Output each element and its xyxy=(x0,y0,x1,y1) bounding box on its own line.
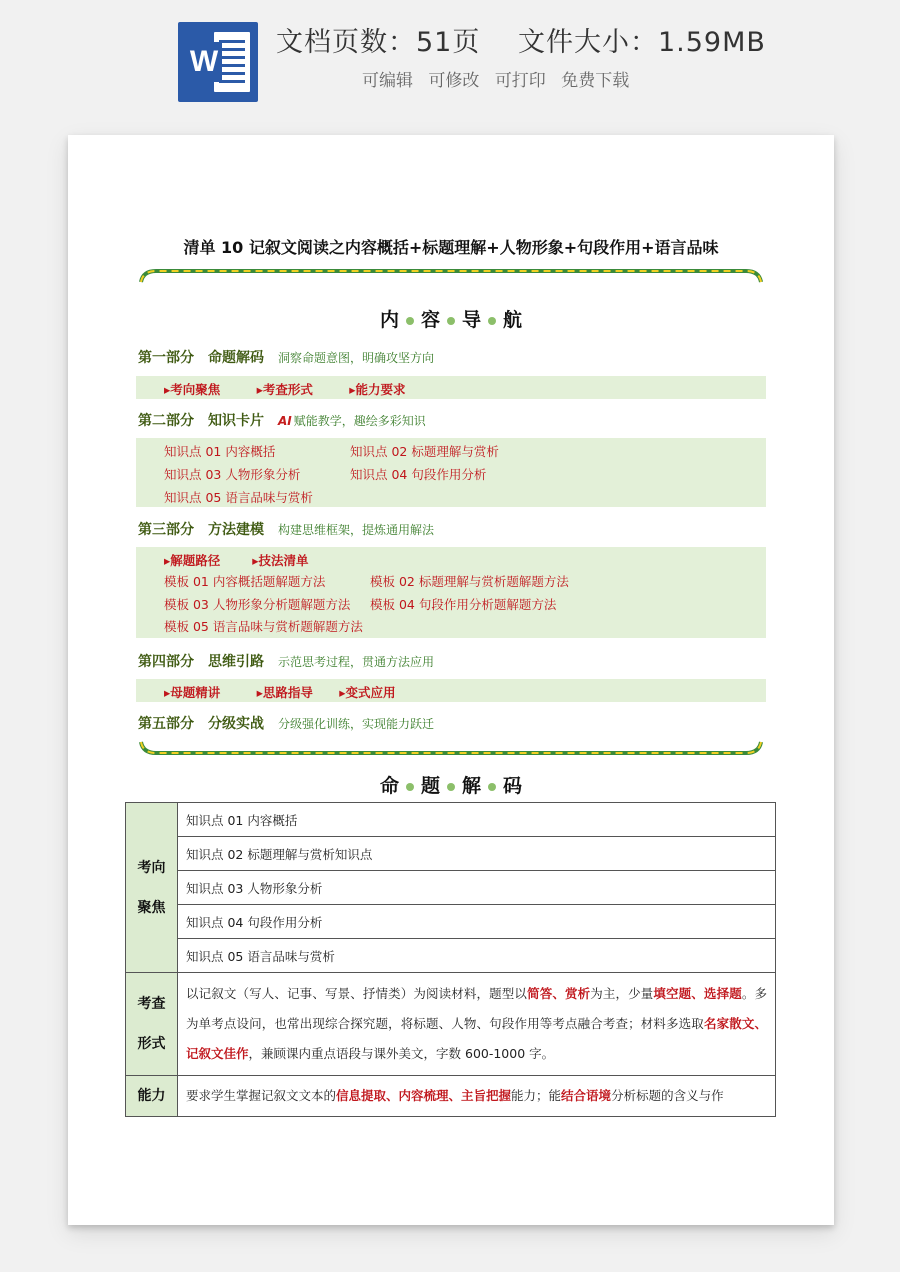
nav-heading: 内 容 导 航 xyxy=(379,309,523,331)
nav-link-variant[interactable]: ▸变式应用 xyxy=(339,685,396,700)
form-label: 考查 形式 xyxy=(126,973,178,1076)
nav-link-ability-req[interactable]: ▸能力要求 xyxy=(349,382,406,397)
feature-editable: 可编辑 xyxy=(362,71,413,91)
form-description: 以记叙文（写人、记事、写景、抒情类）为阅读材料，题型以简答、赏析为主，少量填空题、选择题。多为单考点设问，也常出现综合探究题，将标题、人物、句段作用等考点融合考查；材料多选取名家散文、记叙文佳作，兼顾课内重点语段与课外美文，字数 600-1000 字。 xyxy=(178,973,776,1076)
nav-link-kp05[interactable]: 知识点 05 语言品味与赏析 xyxy=(164,490,313,505)
part-1: 第一部分 命题解码 洞察命题意图，明确攻坚方向 xyxy=(138,350,435,366)
focus-item: 知识点 01 内容概括 xyxy=(178,803,776,837)
ability-description: 要求学生掌握记叙文文本的信息提取、内容梳理、主旨把握能力；能结合语境分析标题的含义与作 xyxy=(178,1076,776,1117)
nav-link-tpl02[interactable]: 模板 02 标题理解与赏析题解题方法 xyxy=(370,574,569,589)
focus-item: 知识点 03 人物形象分析 xyxy=(178,871,776,905)
part-5: 第五部分 分级实战 分级强化训练，实现能力跃迁 xyxy=(138,716,435,732)
decode-heading: 命 题 解 码 xyxy=(379,775,523,797)
word-document-icon: W xyxy=(178,22,258,102)
nav-link-tpl05[interactable]: 模板 05 语言品味与赏析题解题方法 xyxy=(164,619,363,634)
focus-item: 知识点 02 标题理解与赏析知识点 xyxy=(178,837,776,871)
part-1-box xyxy=(136,376,766,399)
decorative-band-bottom xyxy=(138,739,764,757)
nav-link-kp04[interactable]: 知识点 04 句段作用分析 xyxy=(350,467,487,482)
focus-label: 考向 聚焦 xyxy=(126,803,178,973)
feature-printable: 可打印 xyxy=(494,71,546,91)
nav-link-tpl04[interactable]: 模板 04 句段作用分析题解题方法 xyxy=(370,597,557,612)
part-3: 第三部分 方法建模 构建思维框架，提炼通用解法 xyxy=(138,522,435,538)
focus-item: 知识点 04 句段作用分析 xyxy=(178,905,776,939)
nav-link-exam-focus[interactable]: ▸考向聚焦 xyxy=(164,382,221,397)
part-2-box xyxy=(136,438,766,507)
feature-list xyxy=(362,66,639,91)
download-header xyxy=(0,0,900,130)
nav-link-kp01[interactable]: 知识点 01 内容概括 xyxy=(164,444,276,459)
nav-link-kp02[interactable]: 知识点 02 标题理解与赏析 xyxy=(350,444,499,459)
nav-link-thinking-guide[interactable]: ▸思路指导 xyxy=(256,685,313,700)
feature-modifiable: 可修改 xyxy=(428,71,480,91)
nav-link-exam-form[interactable]: ▸考查形式 xyxy=(256,382,313,397)
nav-link-skills[interactable]: ▸技法清单 xyxy=(252,553,309,568)
nav-link-kp03[interactable]: 知识点 03 人物形象分析 xyxy=(164,467,301,482)
file-info xyxy=(276,20,794,59)
part-4-box xyxy=(136,679,766,702)
nav-link-solve-path[interactable]: ▸解题路径 xyxy=(164,553,221,568)
document-title: 清单 10 记叙文阅读之内容概括+标题理解+人物形象+句段作用+语言品味 xyxy=(183,238,719,257)
feature-free-download: 免费下载 xyxy=(561,71,630,91)
nav-link-tpl01[interactable]: 模板 01 内容概括题解题方法 xyxy=(164,574,326,589)
ai-badge: AI xyxy=(278,414,292,428)
focus-item: 知识点 05 语言品味与赏析 xyxy=(178,939,776,973)
page-count: 文档页数：51页 xyxy=(276,27,481,58)
part-4: 第四部分 思维引路 示范思考过程，贯通方法应用 xyxy=(138,654,435,670)
nav-link-mother-question[interactable]: ▸母题精讲 xyxy=(164,685,221,700)
nav-link-tpl03[interactable]: 模板 03 人物形象分析题解题方法 xyxy=(164,597,351,612)
file-size: 文件大小：1.59MB xyxy=(517,27,766,58)
part-2: 第二部分 知识卡片 AI 赋能教学，趣绘多彩知识 xyxy=(138,413,426,429)
document-page xyxy=(68,135,834,1225)
part-3-box xyxy=(136,547,766,638)
decorative-band-top xyxy=(138,267,764,285)
decode-table xyxy=(125,802,776,1117)
ability-label: 能力 xyxy=(126,1076,178,1117)
